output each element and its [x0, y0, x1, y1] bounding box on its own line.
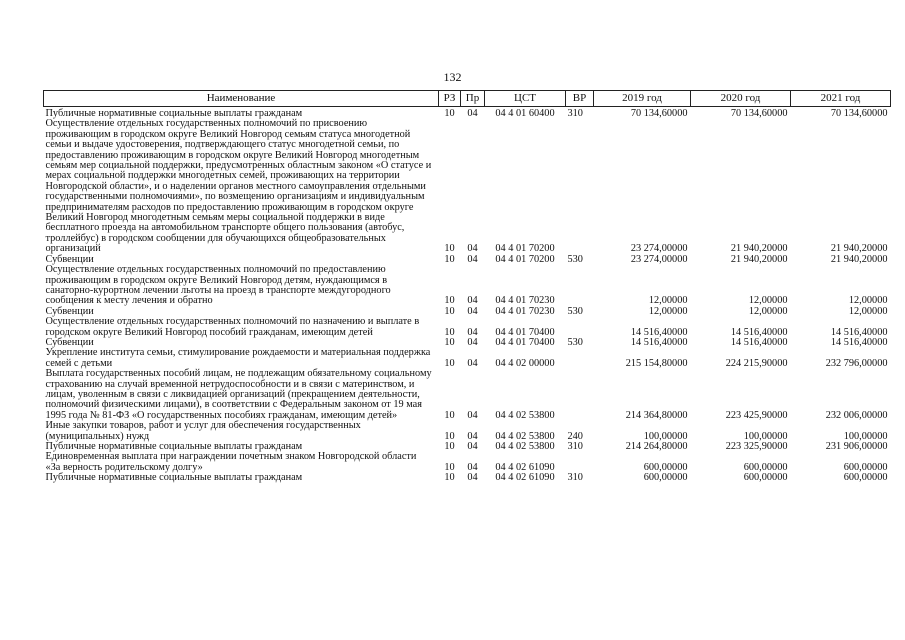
row-pr: 04: [467, 305, 478, 317]
row-2019: 600,00000: [643, 461, 688, 473]
row-2021: 232 796,00000: [825, 357, 888, 369]
row-cst: 04 4 02 00000: [495, 357, 555, 369]
row-2021: 600,00000: [843, 472, 888, 484]
row-rz: 10: [444, 326, 455, 338]
row-name: Единовременная выплата при награждении почетным знаком Новгородской области «За верность родительскому долгу»: [45, 451, 417, 473]
row-2020: 600,00000: [743, 461, 788, 473]
row-pr: 04: [467, 326, 478, 338]
row-2019: 12,00000: [648, 295, 688, 307]
row-name: Субвенции: [45, 336, 94, 348]
row-2019: 12,00000: [648, 305, 688, 317]
row-name: Осуществление отдельных государственных полномочий по присвоению проживающим в городском округе Великий Новгород семьям статуса многодетной семьи и выдаче удостоверения, подтверждающего статус многодетной семьи, по предоставлению проживающим в городском округе Великий Новгород многодетным семьям мер социальной поддержки, предусмотренных областным законом «О статусе и мерах социальной поддержки многодетных семей, проживающих на территории Новгородской области», и о наделении органов местного самоуправления отдельными государственными полномочиями», по возмещению организациям и индивидуальным предпринимателям расходов по предоставлению проживающим в городском округе Великий Новгород многодетным семьям меры социальной поддержки в виде бесплатного проезда на автомобильном транспорте общего пользования (автобус, троллейбус) в городском сообщении для обучающихся общеобразовательных организаций: [45, 118, 432, 255]
row-pr: 04: [467, 357, 478, 369]
row-cst: 04 4 01 70400: [495, 326, 555, 338]
row-vr: [566, 348, 594, 369]
header-name: Наименование: [44, 91, 439, 107]
row-cst: 04 4 01 70230: [495, 295, 555, 307]
row-2020: 12,00000: [748, 305, 788, 317]
table-row: [44, 348, 891, 369]
row-cst: 04 4 02 53800: [495, 409, 555, 421]
row-rz: 10: [444, 243, 455, 255]
row-2019: 214 364,80000: [625, 409, 688, 421]
row-2020: 14 516,40000: [730, 336, 788, 348]
row-vr: 310: [567, 441, 583, 452]
header-cst: ЦСТ: [485, 91, 566, 107]
row-pr: 04: [467, 430, 478, 442]
row-2019: 23 274,00000: [630, 253, 688, 265]
row-rz: 10: [444, 409, 455, 421]
row-rz: 10: [444, 295, 455, 307]
row-pr: 04: [467, 441, 478, 452]
row-pr: 04: [467, 295, 478, 307]
row-rz: 10: [444, 253, 455, 265]
row-name: Иные закупки товаров, работ и услуг для обеспечения государственных (муниципальных) нужд: [45, 420, 361, 442]
row-2020: 100,00000: [743, 430, 788, 442]
row-2021: 231 906,00000: [825, 441, 888, 452]
row-cst: 04 4 01 60400: [495, 108, 555, 119]
row-name: Субвенции: [45, 253, 94, 265]
row-2020: 21 940,20000: [730, 253, 788, 265]
row-vr: [566, 265, 594, 307]
row-cst: 04 4 02 61090: [495, 472, 555, 484]
row-name: Субвенции: [45, 305, 94, 317]
row-cst: 04 4 01 70230: [495, 305, 555, 317]
row-vr: 530: [567, 336, 583, 348]
row-2020: 21 940,20000: [730, 243, 788, 255]
table-header-row: [44, 91, 891, 107]
row-name: Публичные нормативные социальные выплаты гражданам: [45, 472, 303, 484]
table-row: [44, 119, 891, 254]
row-pr: 04: [467, 336, 478, 348]
row-vr: 310: [567, 472, 583, 484]
row-2021: 100,00000: [843, 430, 888, 442]
row-cst: 04 4 01 70400: [495, 336, 555, 348]
row-name: Публичные нормативные социальные выплаты гражданам: [45, 441, 303, 452]
row-2021: 21 940,20000: [830, 253, 888, 265]
table-row: [44, 265, 891, 307]
page-number: 132: [443, 70, 462, 84]
row-2021: 12,00000: [848, 305, 888, 317]
header-pr: Пр: [461, 91, 485, 107]
row-2021: 600,00000: [843, 461, 888, 473]
row-name: Публичные нормативные социальные выплаты гражданам: [45, 108, 303, 119]
row-vr: 310: [567, 108, 583, 119]
row-2019: 215 154,80000: [625, 357, 688, 369]
row-cst: 04 4 01 70200: [495, 253, 555, 265]
row-rz: 10: [444, 430, 455, 442]
row-2021: 12,00000: [848, 295, 888, 307]
row-2020: 12,00000: [748, 295, 788, 307]
header-vr: ВР: [566, 91, 594, 107]
row-name: Осуществление отдельных государственных полномочий по предоставлению проживающим в городском округе Великий Новгород детям, нуждающимся в санаторно-курортном лечении льготы на проезд в транспорте междугородного сообщения к месту лечения и обратно: [45, 264, 391, 307]
table-row: [44, 317, 891, 338]
row-2019: 14 516,40000: [630, 326, 688, 338]
row-rz: 10: [444, 357, 455, 369]
row-2019: 214 264,80000: [625, 441, 688, 452]
row-2020: 223 425,90000: [725, 409, 788, 421]
row-2021: 14 516,40000: [830, 326, 888, 338]
row-name: Укрепление института семьи, стимулирование рождаемости и материальная поддержка семей с детьми: [45, 347, 431, 369]
row-2021: 21 940,20000: [830, 243, 888, 255]
row-2019: 23 274,00000: [630, 243, 688, 255]
row-rz: 10: [444, 305, 455, 317]
row-vr: [566, 119, 594, 254]
row-2020: 600,00000: [743, 472, 788, 484]
row-rz: 10: [444, 336, 455, 348]
row-rz: 10: [444, 472, 455, 484]
table-row: [44, 369, 891, 421]
row-pr: 04: [467, 472, 478, 484]
table-row: [44, 421, 891, 442]
row-vr: [566, 369, 594, 421]
row-cst: 04 4 02 53800: [495, 430, 555, 442]
row-pr: 04: [467, 108, 478, 119]
row-2019: 70 134,60000: [630, 108, 688, 119]
header-2020: 2020 год: [691, 91, 791, 107]
row-vr: [566, 452, 594, 473]
row-cst: 04 4 02 53800: [495, 441, 555, 452]
row-pr: 04: [467, 409, 478, 421]
row-name: Осуществление отдельных государственных полномочий по назначению и выплате в городском округе Великий Новгород пособий гражданам, имеющим детей: [45, 316, 420, 338]
row-rz: 10: [444, 108, 455, 119]
header-rz: РЗ: [439, 91, 461, 107]
row-pr: 04: [467, 243, 478, 255]
row-vr: [566, 317, 594, 338]
row-rz: 10: [444, 461, 455, 473]
row-2020: 70 134,60000: [730, 108, 788, 119]
row-2020: 14 516,40000: [730, 326, 788, 338]
row-2020: 224 215,90000: [725, 357, 788, 369]
row-2021: 232 006,00000: [825, 409, 888, 421]
row-vr: 240: [567, 430, 583, 442]
row-pr: 04: [467, 461, 478, 473]
row-cst: 04 4 02 61090: [495, 461, 555, 473]
header-2021: 2021 год: [791, 91, 891, 107]
table-row: [44, 473, 891, 483]
table-row: [44, 452, 891, 473]
row-2021: 14 516,40000: [830, 336, 888, 348]
row-cst: 04 4 01 70200: [495, 243, 555, 255]
row-pr: 04: [467, 253, 478, 265]
row-rz: 10: [444, 441, 455, 452]
header-2019: 2019 год: [594, 91, 691, 107]
row-2019: 100,00000: [643, 430, 688, 442]
row-vr: 530: [567, 305, 583, 317]
row-2020: 223 325,90000: [725, 441, 788, 452]
row-vr: 530: [567, 253, 583, 265]
row-2019: 600,00000: [643, 472, 688, 484]
row-name: Выплата государственных пособий лицам, не подлежащим обязательному социальному страхованию на случай временной нетрудоспособности и в связи с материнством, и лицам, уволенным в связи с ликвидацией организаций (прекращением деятельности, полномочий физическими лицами), в соответствии с Федеральным законом от 19 мая 1995 года № 81-ФЗ «О государственных пособиях гражданам, имеющим детей»: [45, 368, 432, 421]
row-2021: 70 134,60000: [830, 108, 888, 119]
row-2019: 14 516,40000: [630, 336, 688, 348]
budget-table: [43, 90, 891, 484]
